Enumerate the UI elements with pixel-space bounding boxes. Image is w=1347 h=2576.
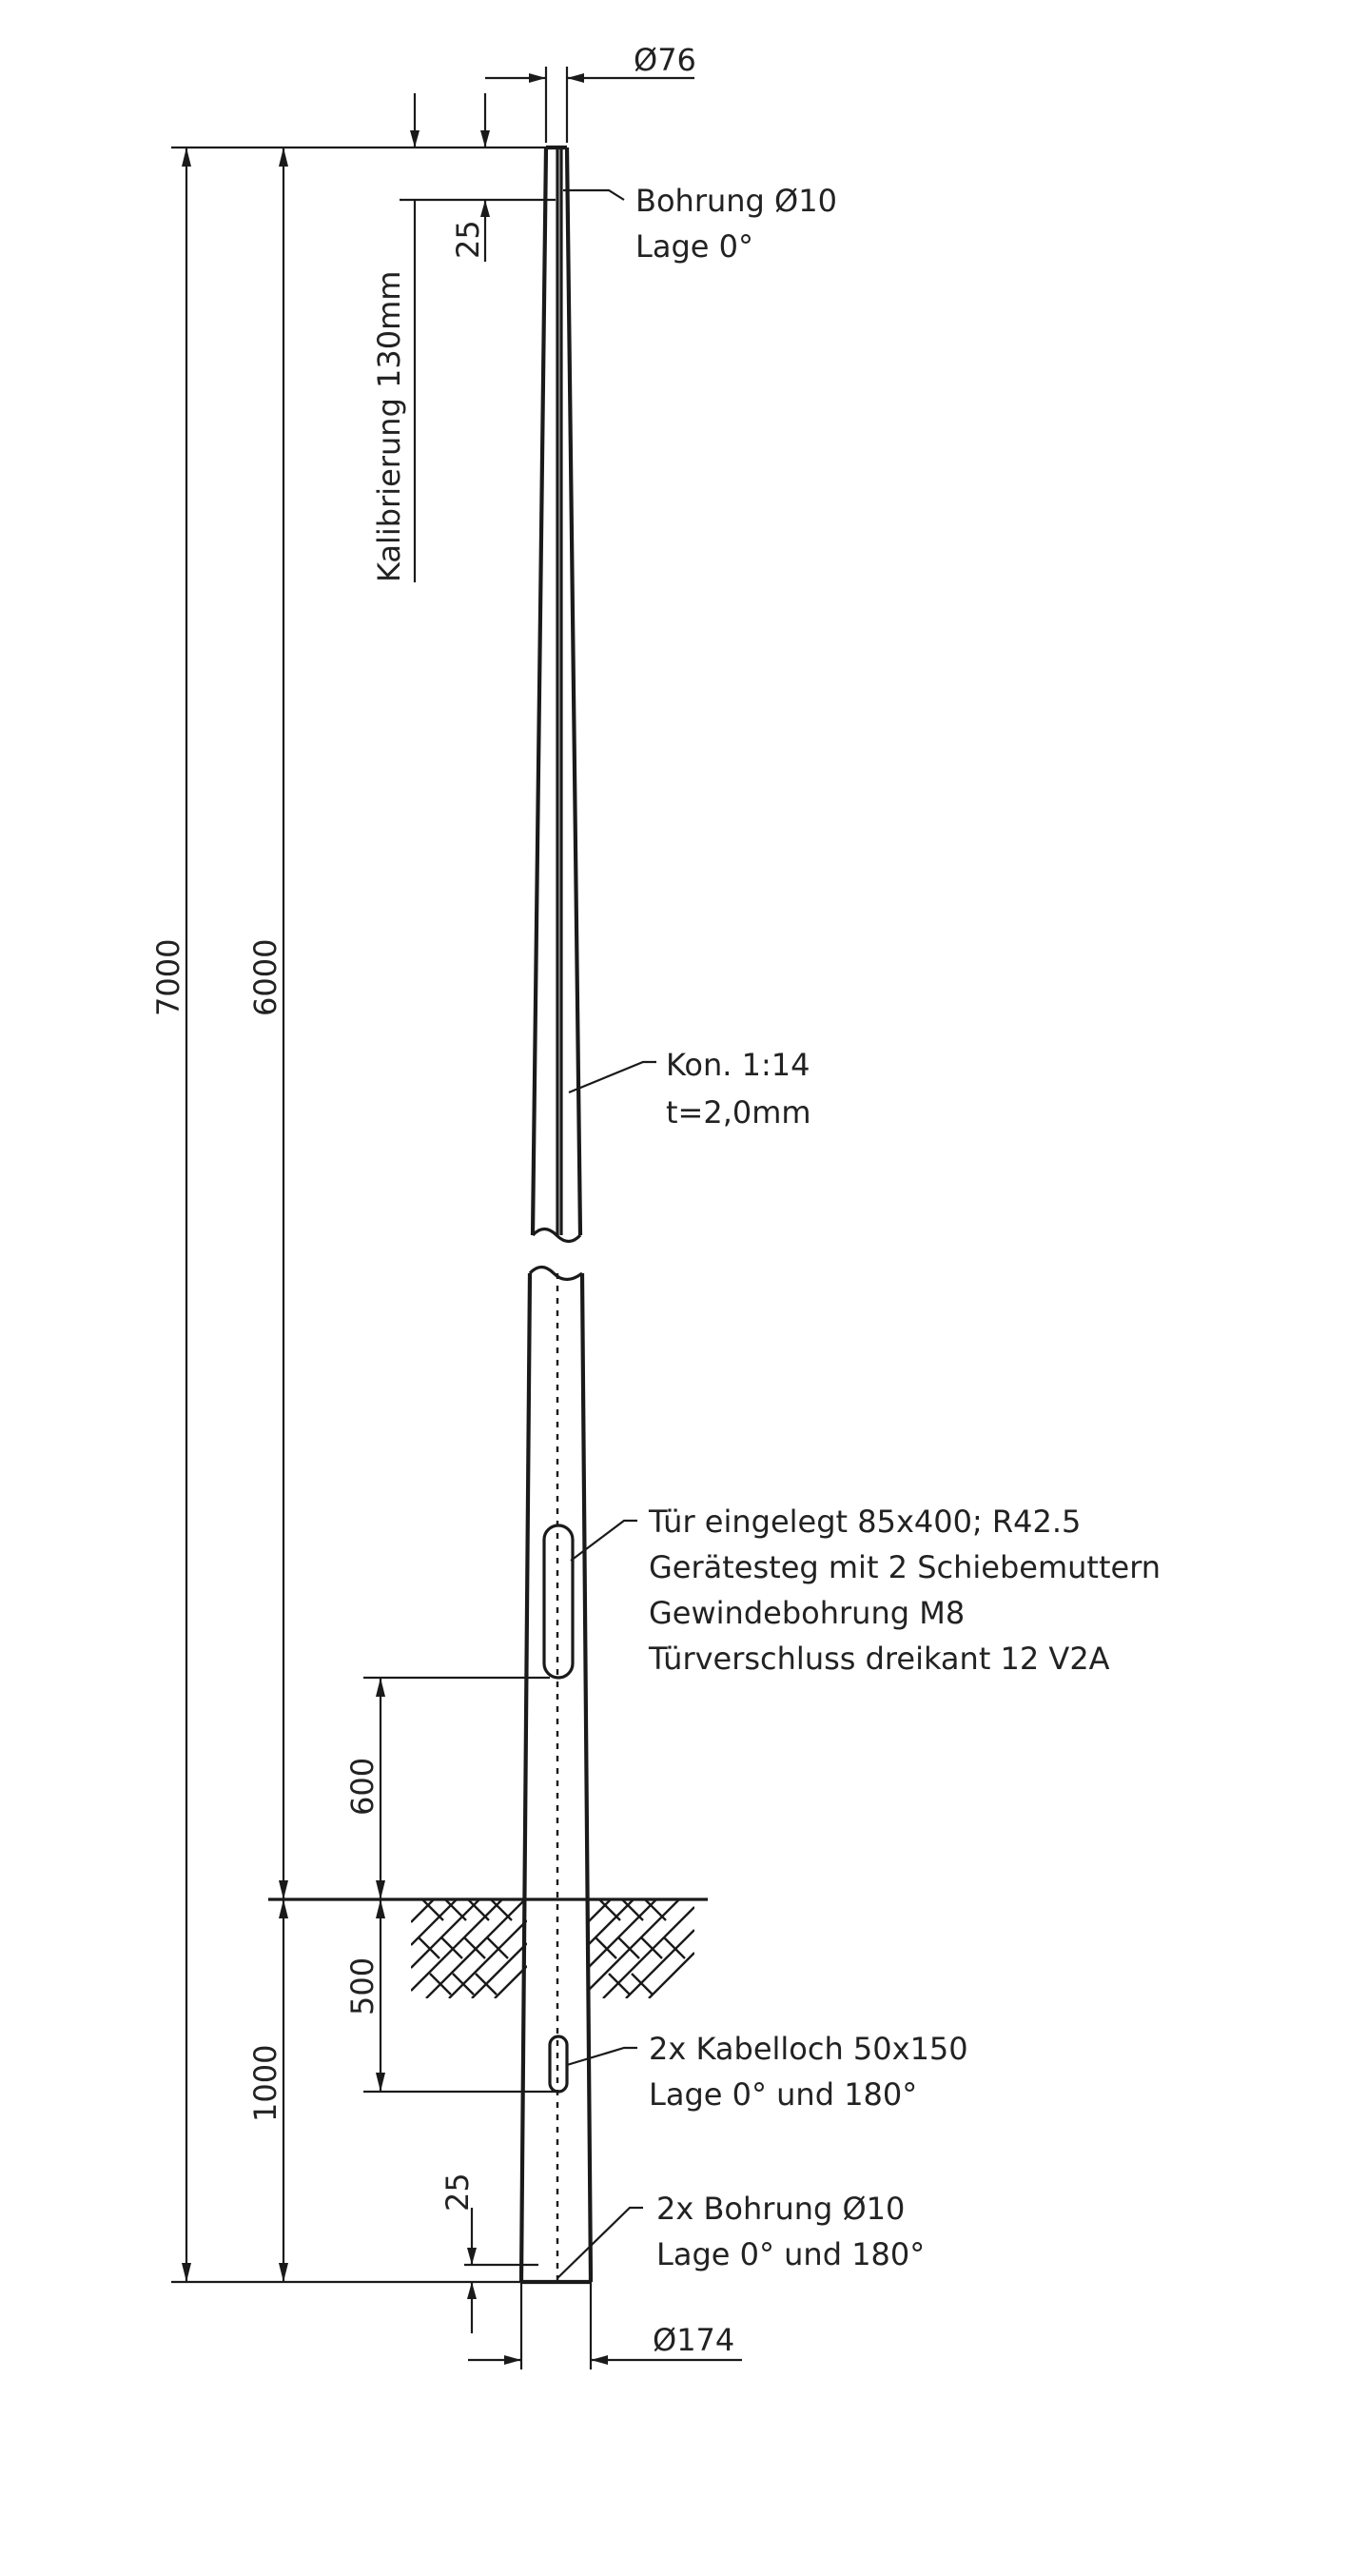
dimension-diameter-top bbox=[485, 42, 696, 143]
top-bore-callout bbox=[563, 183, 837, 265]
cable-hole-callout bbox=[567, 2031, 968, 2113]
top-bore-line1: Bohrung Ø10 bbox=[635, 183, 837, 219]
cable-hole-line2: Lage 0° und 180° bbox=[649, 2076, 918, 2113]
dimension-top-offset bbox=[400, 93, 556, 262]
cone-line2: t=2,0mm bbox=[666, 1094, 811, 1131]
cable-hole-line1: 2x Kabelloch 50x150 bbox=[649, 2031, 968, 2067]
diameter-top-label: Ø76 bbox=[634, 42, 696, 78]
door-line2: Gerätesteg mit 2 Schiebemuttern bbox=[649, 1549, 1162, 1585]
door-height-label: 600 bbox=[344, 1757, 381, 1816]
top-offset-label: 25 bbox=[450, 220, 486, 259]
cone-callout bbox=[569, 1047, 811, 1131]
above-ground-label: 6000 bbox=[247, 938, 283, 1016]
door-line4: Türverschluss dreikant 12 V2A bbox=[649, 1641, 1110, 1677]
top-bore-line2: Lage 0° bbox=[635, 228, 753, 265]
dimension-burial-depth bbox=[247, 1899, 288, 2282]
diameter-bottom-label: Ø174 bbox=[653, 2322, 735, 2358]
dimension-door-height bbox=[344, 1678, 550, 1899]
calibration-dimension bbox=[371, 93, 420, 582]
door-line3: Gewindebohrung M8 bbox=[649, 1595, 966, 1631]
calibration-label: Kalibrierung 130mm bbox=[371, 270, 407, 582]
total-height-label: 7000 bbox=[150, 938, 186, 1016]
bottom-bore-line1: 2x Bohrung Ø10 bbox=[656, 2191, 906, 2227]
ground-level bbox=[268, 1899, 708, 1998]
soil-hatch-right bbox=[588, 1899, 694, 1998]
door-line1: Tür eingelegt 85x400; R42.5 bbox=[649, 1504, 1082, 1540]
pole-lower-section bbox=[521, 1268, 591, 2283]
pole-upper-section bbox=[533, 147, 580, 1242]
cable-depth-label: 500 bbox=[344, 1957, 381, 2016]
door-callout bbox=[571, 1504, 1161, 1677]
bottom-offset-label: 25 bbox=[439, 2173, 476, 2212]
burial-depth-label: 1000 bbox=[247, 2044, 283, 2122]
bottom-bore-callout bbox=[557, 2191, 925, 2278]
dimension-above-ground bbox=[247, 147, 288, 1899]
bottom-bore-line2: Lage 0° und 180° bbox=[656, 2236, 926, 2272]
cone-line1: Kon. 1:14 bbox=[666, 1047, 810, 1083]
soil-hatch-left bbox=[411, 1899, 527, 1998]
dimension-diameter-bottom bbox=[468, 2282, 742, 2370]
